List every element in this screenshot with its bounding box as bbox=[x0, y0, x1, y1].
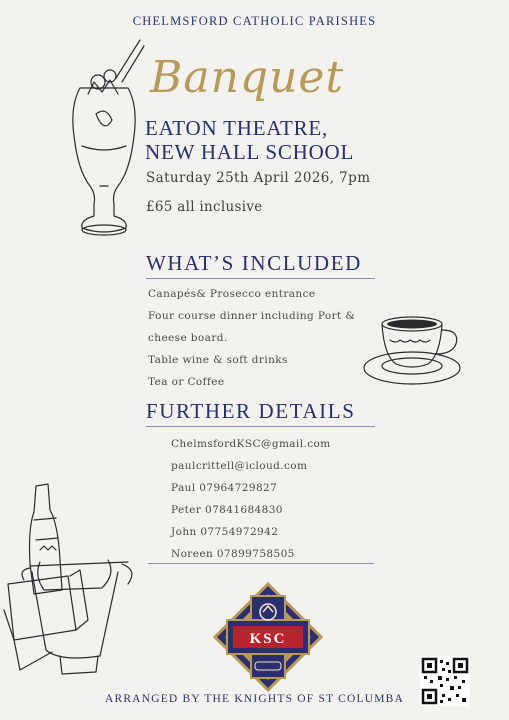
footer-credit: ARRANGED BY THE KNIGHTS OF ST COLUMBA bbox=[104, 693, 405, 705]
list-item: cheese board. bbox=[148, 332, 228, 344]
event-price: £65 all inclusive bbox=[146, 199, 263, 215]
cocktail-glass-icon bbox=[60, 36, 150, 248]
details-heading: FURTHER DETAILS bbox=[146, 399, 375, 427]
included-list bbox=[148, 283, 378, 393]
details-divider bbox=[148, 563, 374, 564]
organisation-header: CHELMSFORD CATHOLIC PARISHES bbox=[132, 14, 377, 28]
contact-phone-john: John 07754972942 bbox=[171, 526, 279, 538]
logo-text: KSC bbox=[249, 631, 287, 647]
contact-email-2: paulcrittell@icloud.com bbox=[171, 460, 308, 472]
venue-line-2: NEW HALL SCHOOL bbox=[145, 140, 355, 164]
event-venue bbox=[145, 116, 354, 164]
list-item: Canapés& Prosecco entrance bbox=[148, 288, 316, 300]
coffee-cup-icon bbox=[360, 312, 468, 390]
champagne-bucket-icon bbox=[0, 480, 148, 686]
contact-phone-paul: Paul 07964729827 bbox=[171, 482, 278, 494]
list-item: Four course dinner including Port & bbox=[148, 310, 356, 322]
contact-phone-noreen: Noreen 07899758505 bbox=[171, 548, 295, 560]
list-item: Table wine & soft drinks bbox=[148, 354, 288, 366]
details-list bbox=[171, 433, 331, 565]
event-title: Banquet bbox=[150, 52, 345, 103]
venue-line-1: EATON THEATRE, bbox=[145, 116, 329, 140]
included-heading: WHAT’S INCLUDED bbox=[146, 251, 375, 279]
event-date: Saturday 25th April 2026, 7pm bbox=[146, 170, 371, 186]
contact-email-1: ChelmsfordKSC@gmail.com bbox=[171, 438, 331, 450]
contact-phone-peter: Peter 07841684830 bbox=[171, 504, 283, 516]
ksc-logo bbox=[213, 582, 323, 692]
list-item: Tea or Coffee bbox=[148, 376, 225, 388]
